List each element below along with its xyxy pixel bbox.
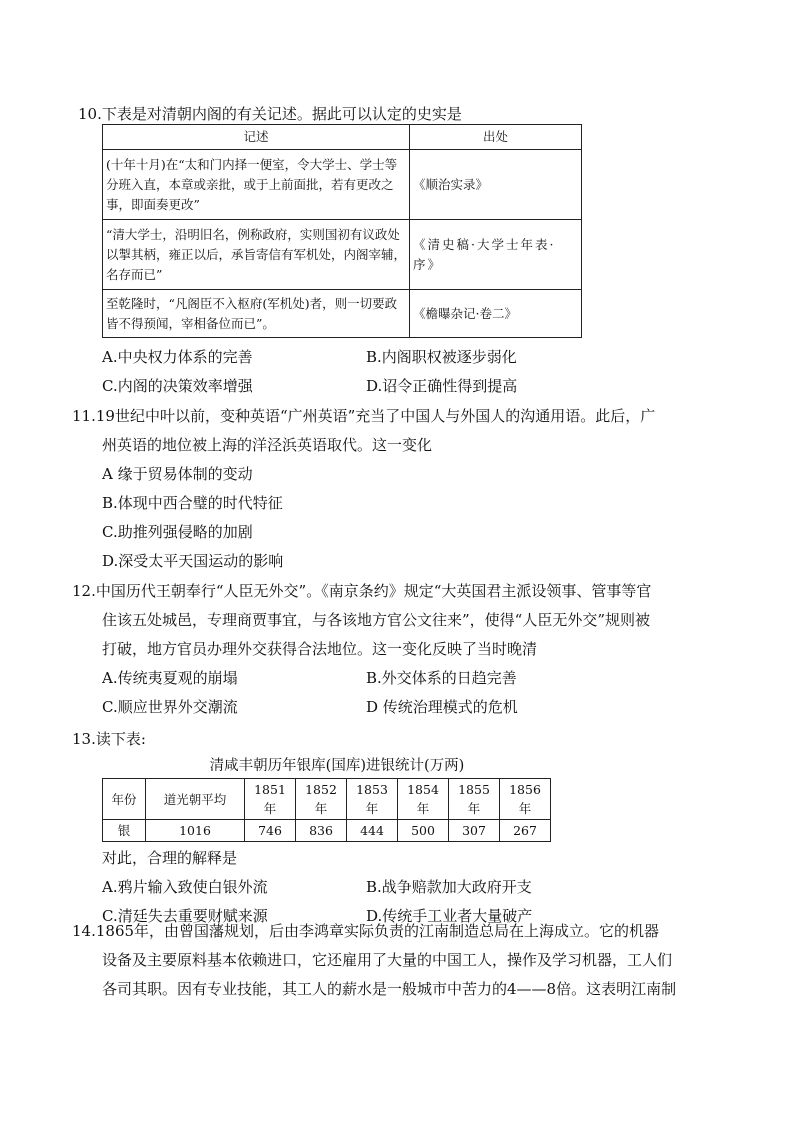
table-row	[103, 290, 582, 338]
question-12-stem-line: 住该五处城邑，专理商贾事宜，与各该地方官公文往来”，使得“人臣无外交”规则被	[102, 611, 651, 629]
option-b[interactable]: B.内阁职权被逐步弱化	[366, 348, 517, 366]
table-cell: 银	[103, 820, 146, 842]
table-header-source: 出处	[410, 125, 582, 150]
table-cell-record: 至乾隆时，“凡阁臣不入枢府(军机处)者，则一切要政皆不得预闻，宰相备位而已”。	[103, 290, 410, 338]
question-14-stem-line: 设备及主要原料基本依赖进口，它还雇用了大量的中国工人，操作及学习机器，工人们	[102, 951, 673, 969]
table-cell: 1853年	[347, 779, 398, 820]
table-cell-source: 《清史稿·大学士年表·序》	[410, 220, 582, 290]
table-cell: 444	[347, 820, 398, 842]
table-row	[103, 150, 582, 220]
question-11-stem-line: 11.19世纪中叶以前，变种英语“广州英语”充当了中国人与外国人的沟通用语。此后，广	[72, 407, 656, 425]
option-b[interactable]: B.体现中西合璧的时代特征	[102, 494, 283, 512]
question-13-stem: 13.读下表:	[72, 730, 146, 748]
question-12-stem-line: 打破，地方官员办理外交获得合法地位。这一变化反映了当时晚清	[102, 640, 538, 658]
option-c[interactable]: C.顺应世界外交潮流	[102, 698, 238, 716]
table-cell-record: “清大学士，沿明旧名，例称政府，实则国初有议政处以掣其柄，雍正以后，承旨寄信有军机处，内阁宰辅，名存而已”	[103, 220, 410, 290]
option-a[interactable]: A 缘于贸易体制的变动	[102, 465, 253, 483]
table-row	[103, 779, 551, 820]
table-cell: 307	[449, 820, 500, 842]
question-13-prompt: 对此，合理的解释是	[102, 849, 238, 867]
question-12	[72, 577, 722, 722]
question-10-table	[102, 124, 582, 338]
question-13-table	[102, 778, 551, 842]
table-cell: 267	[500, 820, 551, 842]
option-c[interactable]: C.内阁的决策效率增强	[102, 377, 253, 395]
option-d[interactable]: D 传统治理模式的危机	[366, 698, 518, 716]
table-row	[103, 220, 582, 290]
question-12-stem-line: 12.中国历代王朝奉行“人臣无外交”。《南京条约》规定“大英国君主派设领事、管事等官	[72, 582, 652, 600]
table-cell: 500	[398, 820, 449, 842]
table-cell: 1016	[146, 820, 245, 842]
option-a[interactable]: A.中央权力体系的完善	[102, 348, 253, 366]
question-10-stem: 10.下表是对清朝内阁的有关记述。据此可以认定的史实是	[78, 105, 462, 123]
question-14-stem-line: 14.1865年，由曾国藩规划，后由李鸿章实际负责的江南制造总局在上海成立。它的机器	[72, 922, 660, 940]
option-a[interactable]: A.传统夷夏观的崩塌	[102, 669, 238, 687]
table-cell: 1856年	[500, 779, 551, 820]
table-cell-source: 《顺治实录》	[410, 150, 582, 220]
question-14-stem-line: 各司其职。因有专业技能，其工人的薪水是一般城市中苦力的4——8倍。这表明江南制	[102, 980, 677, 998]
table-cell: 1855年	[449, 779, 500, 820]
table-header-row	[103, 125, 582, 150]
option-d[interactable]: D.传统手工业者大量破产	[366, 907, 533, 925]
option-d[interactable]: D.深受太平天国运动的影响	[102, 552, 284, 570]
table-cell: 1851年	[245, 779, 296, 820]
question-11	[72, 402, 722, 576]
option-b[interactable]: B.战争赔款加大政府开支	[366, 878, 532, 896]
option-d[interactable]: D.诏令正确性得到提高	[366, 377, 518, 395]
question-14	[72, 917, 722, 1004]
table-caption: 清咸丰朝历年银库(国库)进银统计(万两)	[209, 758, 465, 774]
question-11-stem-line: 州英语的地位被上海的洋泾浜英语取代。这一变化	[102, 436, 433, 454]
table-cell-record: (十年十月)在“太和门内择一便室，令大学士、学士等分班入直，本章或亲批，或于上前面批，若有更改之事，即面奏更改”	[103, 150, 410, 220]
question-10-options	[72, 343, 722, 401]
option-a[interactable]: A.鸦片输入致使白银外流	[102, 878, 268, 896]
table-cell: 836	[296, 820, 347, 842]
option-b[interactable]: B.外交体系的日趋完善	[366, 669, 517, 687]
option-c[interactable]: C.助推列强侵略的加剧	[102, 523, 253, 541]
table-row	[103, 820, 551, 842]
table-cell: 1852年	[296, 779, 347, 820]
question-13	[72, 725, 722, 931]
table-cell-source: 《檐曝杂记·卷二》	[410, 290, 582, 338]
table-cell: 1854年	[398, 779, 449, 820]
table-header-record: 记述	[103, 125, 410, 150]
table-cell: 746	[245, 820, 296, 842]
option-c[interactable]: C.清廷失去重要财赋来源	[102, 907, 268, 925]
table-cell: 年份	[103, 779, 146, 820]
table-cell: 道光朝平均	[146, 779, 245, 820]
